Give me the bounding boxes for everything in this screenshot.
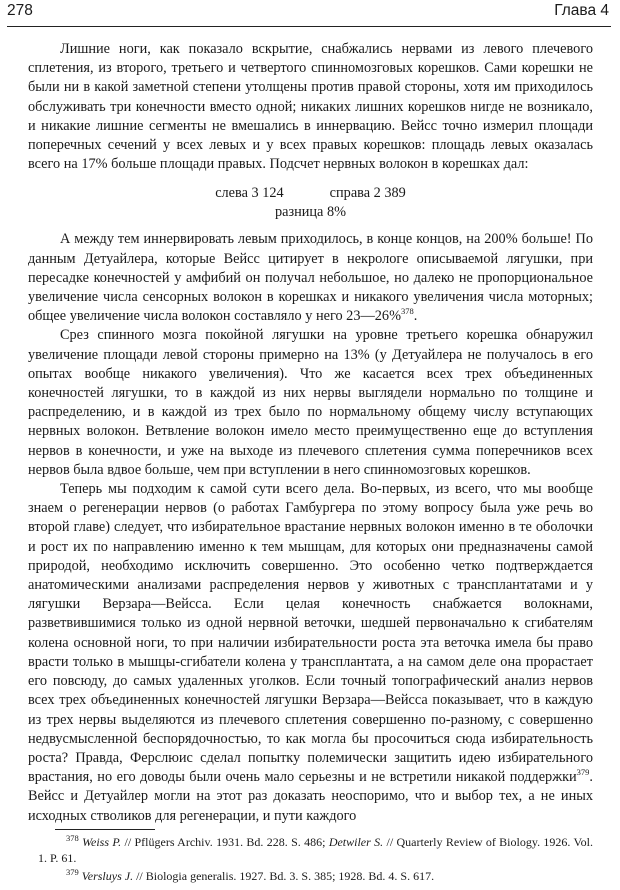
footnotes [38,835,593,888]
running-header [7,0,611,27]
footnote-ref-379[interactable]: 379 [576,767,590,778]
footnote-ref-378[interactable]: 378 [400,306,414,317]
paragraph-4 [28,480,593,826]
fiber-count-formula [28,184,593,222]
footnote-379 [38,869,593,885]
footnote-divider [55,829,155,830]
main-text [28,40,593,826]
paragraph-2-end: . [413,308,418,325]
left-count: слева 3 124 [215,185,284,202]
paragraph-4-end: . Вейсс и Детуайлер могли на этот раз доказать неоспоримо, что и выбор тех, а не иных исходных стволиков для регенерации, и пути каждого [28,769,593,824]
footnote-number: 378 [66,833,79,843]
chapter-title: Глава 4 [554,2,609,19]
difference: разница 8% [274,204,347,221]
footnote-text: // Pflügers Archiv. 1931. Bd. 228. S. 486; [121,835,329,849]
paragraph-2-text: А между тем иннервировать левым приходилось, в конце концов, на 200% больше! По данным Детуайлера, которые Вейсс цитирует в некрологе описываемой лягушки, при пересадке конечностей у амфибий он получал небольшое, но далеко не пропорциональное увеличение числа сенсорных волокон в корешках и никакого увеличения числа моторных; общее увеличение числа волокон составляло у него 23—26% [28,231,593,325]
paragraph-4-text: Теперь мы подходим к самой сути всего дела. Во-первых, из всего, что мы вообще знаем о регенерации нервов (о работах Гамбургера по этому вопросу была уже речь во второй главе) следует, что избирательное врастание нервных волокон именно в те оболочки и рост их по направлению именно к тем мышцам, для которых они предназначены самой природой, необходимо исключить совершенно. Это особенно четко подтверждается анатомическими анализами распределения нервов у животных с трансплантатами и у лягушки Верзара—Вейсса. Если целая конечность снабжается волокнами, разветвившимися только из одной нервной веточки, шедшей первоначально к сгибателям колена основной ноги, то при наличии избирательности роста эта веточка имела бы право врасти только в мышцы-сгибатели колена у трансплантата, а на самом деле она прорастает его повсюду, до самых удаленных уголков. Если точный топографический анализ нервов всех трех объединенных конечностей лягушки Верзара—Вейсса показывает, что в каждую из трех нервы выделяются из плечевого сплетения совершенно по-разному, с совершенно недвусмысленной беспорядочностью, то как могла бы просочиться сюда избирательность роста? Правда, Ферслюис сделал попытку полемически защитить идею избирательного врастания, но его доводы были очень мало серьезны и не встретили никакой поддержки [28,481,593,786]
paragraph-1: Лишние ноги, как показало вскрытие, снабжались нервами из левого плечевого сплетения, из второго, третьего и четвертого спинномозговых корешков. Сами корешки не были ни в какой заметной степени утолщены против правой стороны, хотя им приходилось обслуживать три конечности вместо одной; никаких лишних корешков нигде не возникало, и никакие лишние сегменты не вмешались в иннервацию. Вейсс точно измерил площади поперечных сечений у всех левых и у всех правых корешков: площадь левых оказалась всего на 17% больше площади правых. Подсчет нервных волокон в корешках дал: [28,41,593,173]
footnote-author: Weiss P. [82,835,122,849]
paragraph-3: Срез спинного мозга покойной лягушки на уровне третьего корешка обнаружил увеличение площади левой стороны примерно на 13% (у Детуайлера не получалось в его опытах вообще никакого увеличения). Что же касается всех трех объединенных конечностей лягушки, то в каждой из них нервы выглядели нормально по толщине и распределению, и в каждой из трех было по нормальному общему числу вступающих нервных волокон. Ветвление волокон имело место преимущественно еще до вступления нервов в конечности, и уже на выходе из плечевого сплетения сумма поперечников всех нервов была вдвое больше, чем при вступлении в него спинномозговых корешков. [28,327,593,478]
page-number: 278 [7,2,33,19]
footnote-number: 379 [66,867,79,877]
footnote-text: // Quarterly Review of Biology. 1926. Vol. 1. P. 61. [38,835,594,865]
paragraph-2 [28,230,593,326]
right-count: справа 2 389 [329,185,406,202]
footnote-author: Versluys J. [81,869,134,883]
footnote-author: Detwiler S. [328,835,384,849]
footnote-text: // Biologia generalis. 1927. Bd. 3. S. 385; 1928. Bd. 4. S. 617. [133,869,435,883]
footnote-378 [38,835,593,866]
